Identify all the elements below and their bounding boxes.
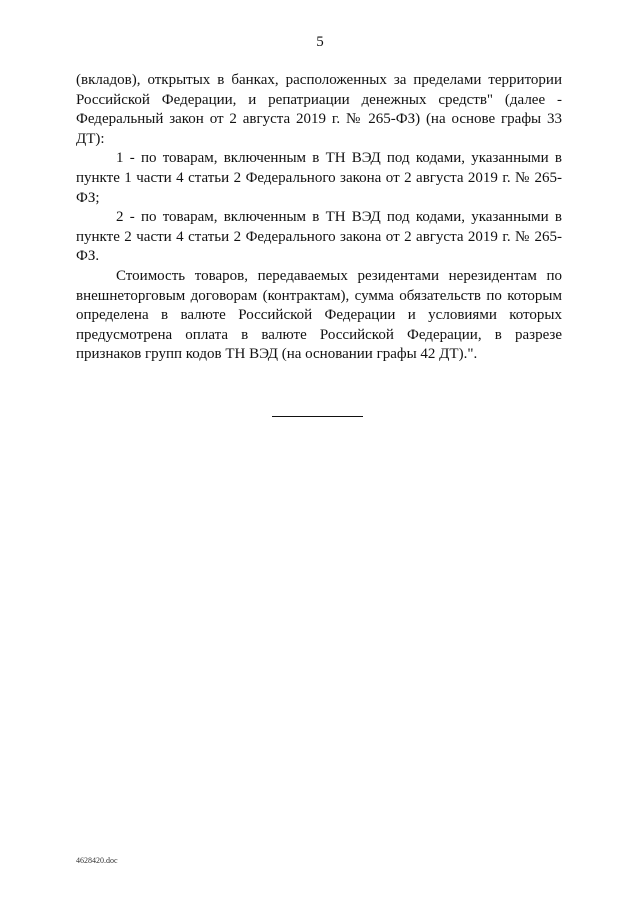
paragraph-item-1: 1 - по товарам, включенным в ТН ВЭД под кодами, указанными в пункте 1 части 4 статьи 2 Федерального закона от 2 августа 2019 г. № 265-ФЗ;: [76, 150, 562, 206]
document-body: [76, 71, 562, 365]
paragraph-goods-value: Стоимость товаров, передаваемых резидентами нерезидентам по внешнеторговым договорам (контрактам), сумма обязательств по которым определена в валюте Российской Федерации и условиями которых предусмотрена оплата в валюте Российской Федерации, в разрезе признаков групп кодов ТН ВЭД (на основании графы 42 ДТ).".: [76, 267, 562, 363]
paragraph-continuation: (вкладов), открытых в банках, расположенных за пределами территории Российской Федерации, и репатриации денежных средств" (далее - Федеральный закон от 2 августа 2019 г. № 265-ФЗ) (на основе графы 33 ДТ):: [76, 72, 562, 147]
footer-filename: 4628420.doc: [76, 856, 118, 865]
end-separator-line: [272, 416, 363, 417]
page-number: 5: [316, 34, 324, 50]
paragraph-item-2: 2 - по товарам, включенным в ТН ВЭД под кодами, указанными в пункте 2 части 4 статьи 2 Федерального закона от 2 августа 2019 г. № 265-ФЗ.: [76, 209, 562, 265]
